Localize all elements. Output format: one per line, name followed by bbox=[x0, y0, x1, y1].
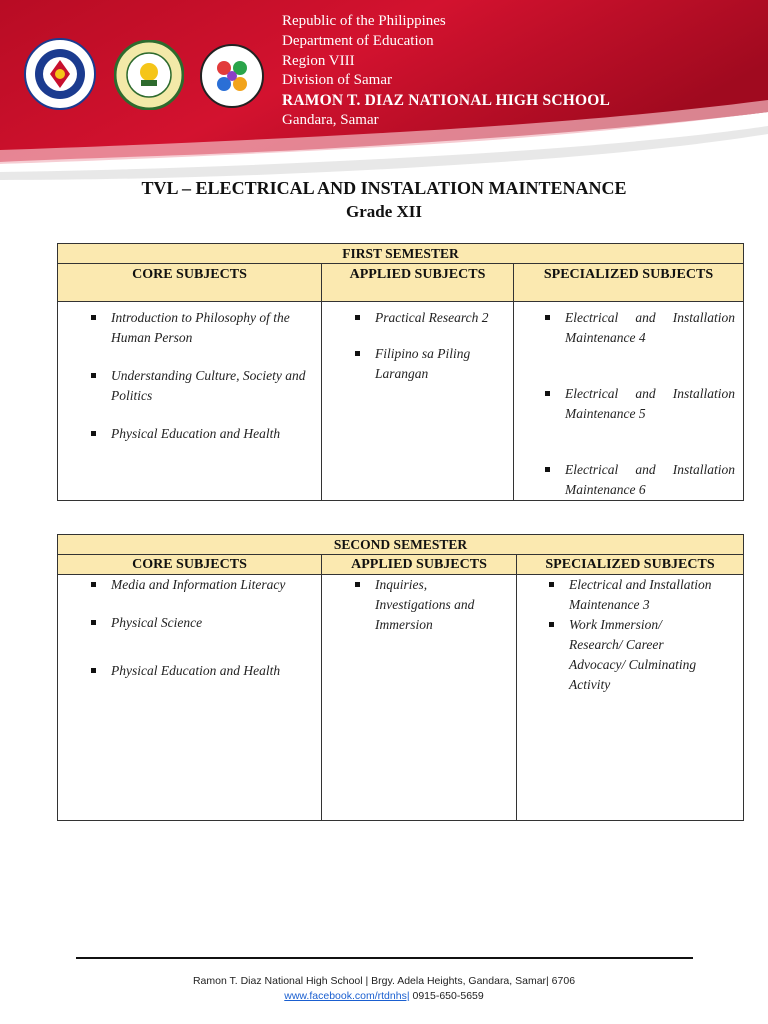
header-banner bbox=[0, 0, 768, 200]
list-item: Electrical and Installation Maintenance 5 bbox=[565, 384, 735, 424]
deped-seal-logo bbox=[24, 38, 96, 110]
core-subjects-list bbox=[58, 302, 321, 444]
core-subjects-heading: CORE SUBJECTS bbox=[58, 555, 322, 575]
footer-phone: 0915-650-5659 bbox=[409, 990, 484, 1002]
header-line-republic: Republic of the Philippines bbox=[282, 13, 446, 29]
specialized-subjects-list bbox=[517, 575, 743, 695]
core-subjects-list bbox=[58, 575, 321, 681]
semester-heading-row bbox=[58, 244, 744, 264]
column-heading-row bbox=[58, 555, 744, 575]
grade-level: Grade XII bbox=[345, 202, 423, 221]
core-subjects-heading: CORE SUBJECTS bbox=[58, 264, 322, 302]
subjects-row bbox=[58, 302, 744, 501]
specialized-subjects-cell bbox=[514, 302, 744, 501]
header-line-division: Division of Samar bbox=[282, 72, 392, 89]
list-item: Introduction to Philosophy of the Human Person bbox=[111, 308, 315, 348]
list-item: Practical Research 2 bbox=[375, 308, 507, 328]
list-item: Work Immersion/ Research/ Career Advocacy/ Culminating Activity bbox=[569, 615, 735, 695]
school-location: Gandara, Samar bbox=[282, 111, 379, 128]
document-title: TVL – ELECTRICAL AND INSTALATION MAINTENANCE bbox=[141, 178, 627, 198]
specialized-subjects-list bbox=[514, 302, 743, 500]
list-item: Inquiries, Investigations and Immersion bbox=[375, 575, 486, 635]
first-semester-heading: FIRST SEMESTER bbox=[58, 244, 744, 264]
applied-subjects-cell bbox=[322, 575, 517, 821]
second-semester-heading: SECOND SEMESTER bbox=[58, 535, 744, 555]
sacsi-logo bbox=[200, 44, 264, 108]
header-line-department: Department of Education bbox=[282, 32, 434, 49]
applied-subjects-heading: APPLIED SUBJECTS bbox=[322, 264, 514, 302]
list-item: Physical Science bbox=[111, 613, 315, 633]
applied-subjects-list bbox=[322, 575, 516, 635]
list-item: Media and Information Literacy bbox=[111, 575, 315, 595]
list-item: Physical Education and Health bbox=[111, 424, 315, 444]
list-item: Electrical and Installation Maintenance 6 bbox=[565, 460, 735, 500]
applied-subjects-list bbox=[322, 302, 513, 384]
footer-contact bbox=[0, 990, 768, 1002]
specialized-subjects-heading: SPECIALIZED SUBJECTS bbox=[517, 555, 744, 575]
core-subjects-cell bbox=[58, 575, 322, 821]
list-item: Understanding Culture, Society and Politics bbox=[111, 366, 315, 406]
first-semester-table bbox=[57, 243, 744, 501]
list-item: Electrical and Installation Maintenance 4 bbox=[565, 308, 735, 348]
applied-subjects-heading: APPLIED SUBJECTS bbox=[322, 555, 517, 575]
school-seal-logo bbox=[114, 40, 184, 110]
second-semester-table bbox=[57, 534, 744, 821]
list-item: Filipino sa Piling Larangan bbox=[375, 344, 507, 384]
school-name: RAMON T. DIAZ NATIONAL HIGH SCHOOL bbox=[282, 92, 611, 110]
header-line-region: Region VIII bbox=[282, 52, 355, 69]
list-item: Physical Education and Health bbox=[111, 661, 315, 681]
footer-address: Ramon T. Diaz National High School | Brgy. Adela Heights, Gandara, Samar| 6706 bbox=[192, 975, 576, 987]
facebook-link[interactable]: www.facebook.com/rtdnhs| bbox=[284, 990, 410, 1002]
core-subjects-cell bbox=[58, 302, 322, 501]
header-text-block bbox=[282, 12, 610, 131]
list-item: Electrical and Installation Maintenance 3 bbox=[569, 575, 735, 615]
semester-heading-row bbox=[58, 535, 744, 555]
subjects-row bbox=[58, 575, 744, 821]
specialized-subjects-cell bbox=[517, 575, 744, 821]
column-heading-row bbox=[58, 264, 744, 302]
specialized-subjects-heading: SPECIALIZED SUBJECTS bbox=[514, 264, 744, 302]
applied-subjects-cell bbox=[322, 302, 514, 501]
footer-divider bbox=[76, 957, 693, 959]
